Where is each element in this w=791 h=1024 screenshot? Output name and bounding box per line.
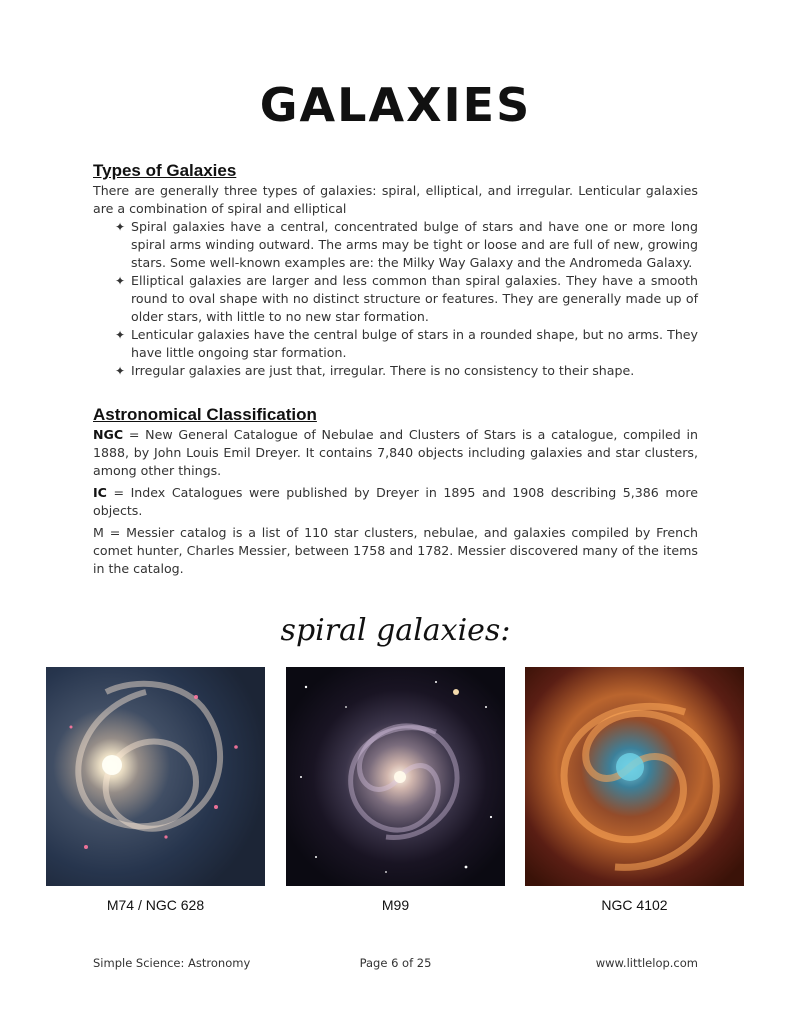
galaxy-image-ngc4102 (525, 667, 744, 886)
bullet-item: ✦ Lenticular galaxies have the central bulge of stars in a rounded shape, but no arms. They have little ongoing star formation. (115, 327, 698, 360)
caption-m99: M99 (381, 897, 410, 913)
classification-heading: Astronomical Classification (93, 405, 317, 424)
types-intro: There are generally three types of galaxies: spiral, elliptical, and irregular. Lenticular galaxies are a combination of spiral and elliptical (93, 183, 698, 216)
four-point-star-icon: ✦ (115, 274, 126, 288)
galaxy-image-m99 (286, 667, 505, 886)
spiral-galaxy-art (46, 667, 265, 886)
caption-ngc4102: NGC 4102 (601, 897, 668, 913)
types-bullet-list (93, 218, 698, 380)
four-point-star-icon: ✦ (115, 364, 126, 378)
term-ngc: NGC (93, 427, 124, 442)
footer-title: Simple Science: Astronomy (93, 956, 251, 970)
four-point-star-icon: ✦ (115, 220, 126, 234)
galaxy-image-m74 (46, 667, 265, 886)
caption-m74: M74 / NGC 628 (106, 897, 205, 913)
spiral-galaxy-art (286, 667, 505, 886)
bullet-item: ✦ Elliptical galaxies are larger and less common than spiral galaxies. They have a smooth round to oval shape with no distinct structure or features. They are generally made up of older stars, with little to no new star formation. (115, 273, 698, 324)
types-heading: Types of Galaxies (93, 161, 237, 180)
galaxy-gallery (46, 667, 746, 886)
page-title: GALAXIES (259, 78, 532, 132)
bullet-item: ✦ Irregular galaxies are just that, irregular. There is no consistency to their shape. (115, 363, 635, 378)
term-ic: IC (93, 485, 107, 500)
main-content (93, 160, 698, 582)
definition-ic: IC = Index Catalogues were published by Dreyer in 1895 and 1908 describing 5,386 more objects. (93, 485, 698, 518)
definition-m: M = Messier catalog is a list of 110 star clusters, nebulae, and galaxies compiled by French comet hunter, Charles Messier, between 1758 and 1782. Messier discovered many of the items in the catalog. (93, 525, 698, 576)
four-point-star-icon: ✦ (115, 328, 126, 342)
footer-page-number: Page 6 of 25 (359, 956, 432, 970)
term-m: M (93, 525, 104, 540)
definition-ngc: NGC = New General Catalogue of Nebulae and Clusters of Stars is a catalogue, compiled in 1888, by John Louis Emil Dreyer. It contains 7,840 objects including galaxies and star clusters, among other things. (93, 427, 698, 478)
bullet-item: ✦ Spiral galaxies have a central, concentrated bulge of stars and have one or more long spiral arms winding outward. The arms may be tight or loose and are full of new, growing stars. Some well-known examples are: the Milky Way Galaxy and the Andromeda Galaxy. (115, 219, 698, 270)
gallery-heading: spiral galaxies: (280, 613, 511, 648)
footer-website-link[interactable]: www.littlelop.com (595, 956, 698, 970)
spiral-galaxy-art (525, 667, 744, 886)
